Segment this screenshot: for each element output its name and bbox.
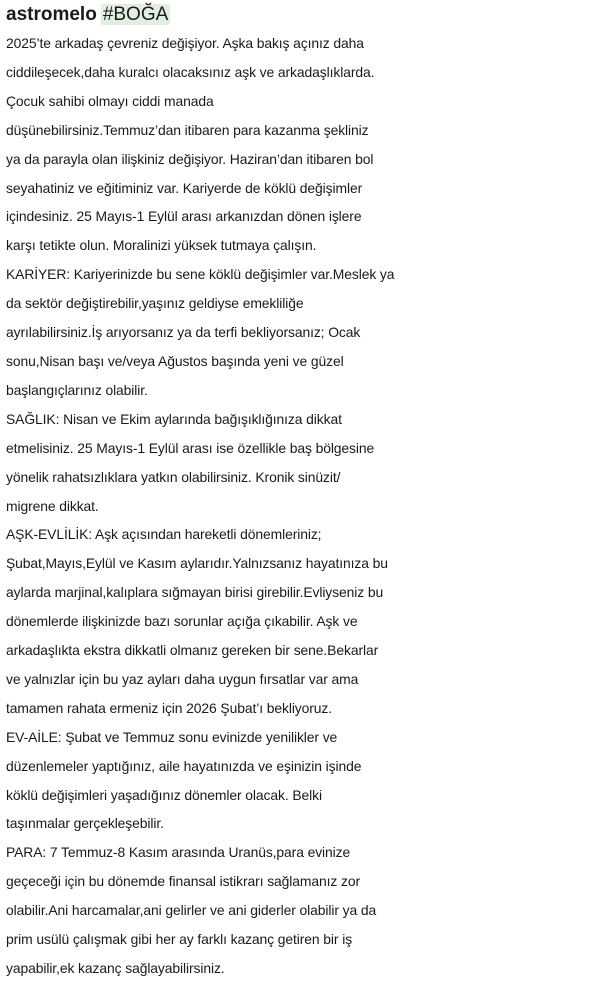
post-text-line: ya da parayla olan ilişkiniz değişiyor. Haziran’dan itibaren bol xyxy=(6,150,374,167)
post-text-line: düzenlemeler yaptığınız, aile hayatınızda ve eşinizin işinde xyxy=(6,757,362,774)
post-text-line: prim usülü çalışmak gibi her ay farklı kazanç getiren bir iş xyxy=(6,931,353,948)
post-text-line: içindesiniz. 25 Mayıs-1 Eylül arası arkanızdan dönen işlere xyxy=(6,208,362,225)
post-header xyxy=(6,0,600,29)
post-text-line: yapabilir,ek kazanç sağlayabilirsiniz. xyxy=(6,960,225,976)
post-text-line: aylarda marjinal,kalıplara sığmayan birisi girebilir.Evliyseniz bu xyxy=(6,584,384,601)
post-text-line: düşünebilirsiniz.Temmuz’dan itibaren para kazanma şekliniz xyxy=(6,121,369,138)
post-text-line: tamamen rahata ermeniz için 2026 Şubat’ı bekliyoruz. xyxy=(6,699,333,716)
post-text-line: da sektör değiştirebilir,yaşınız geldiyse emekliliğe xyxy=(6,295,304,312)
post-text-line: AŞK-EVLİLİK: Aşk açısından hareketli dönemleriniz; xyxy=(6,526,322,543)
post-text-line: ciddileşecek,daha kuralcı olacaksınız aşk ve arkadaşlıklarda. xyxy=(6,63,375,80)
post-text-line: Çocuk sahibi olmayı ciddi manada xyxy=(6,92,214,109)
post-text-line: başlangıçlarınız olabilir. xyxy=(6,381,148,398)
post-text-line: etmelisiniz. 25 Mayıs-1 Eylül arası ise özellikle baş bölgesine xyxy=(6,439,375,456)
post-text-line: taşınmalar gerçekleşebilir. xyxy=(6,815,164,832)
post-text-line: dönemlerde ilişkinizde bazı sorunlar açığa çıkabilir. Aşk ve xyxy=(6,613,358,630)
post-text-line: migrene dikkat. xyxy=(6,497,99,514)
username-link[interactable]: astromelo xyxy=(6,4,97,25)
post-text-line: geçeceği için bu dönemde finansal istikrarı sağlamanız zor xyxy=(6,873,361,890)
hashtag-link[interactable]: #BOĞA xyxy=(102,4,169,25)
post-text-line: seyahatiniz ve eğitiminiz var. Kariyerde de köklü değişimler xyxy=(6,179,363,196)
post-text-line: ayrılabilirsiniz.İş arıyorsanız ya da terfi bekliyorsanız; Ocak xyxy=(6,324,361,341)
post-text-line: KARİYER: Kariyerinizde bu sene köklü değişimler var.Meslek ya xyxy=(6,266,395,283)
post-text-line: SAĞLIK: Nisan ve Ekim aylarında bağışıklığınıza dikkat xyxy=(6,410,342,427)
post-text-line: Şubat,Mayıs,Eylül ve Kasım aylarıdır.Yalnızsanız hayatınıza bu xyxy=(6,555,388,572)
post-text-line: karşı tetikte olun. Moralinizi yüksek tutmaya çalışın. xyxy=(6,237,317,254)
post-body xyxy=(6,29,600,983)
post-text-line: 2025’te arkadaş çevreniz değişiyor. Aşka bakış açınız daha xyxy=(6,35,364,51)
post-text-line: yönelik rahatsızlıklara yatkın olabilirsiniz. Kronik sinüzit/ xyxy=(6,468,341,485)
post-text-line: PARA: 7 Temmuz-8 Kasım arasında Uranüs,para evinize xyxy=(6,844,351,861)
post xyxy=(6,0,600,983)
post-text-line: ve yalnızlar için bu yaz ayları daha uygun fırsatlar var ama xyxy=(6,670,359,687)
post-text-line: sonu,Nisan başı ve/veya Ağustos başında yeni ve güzel xyxy=(6,352,344,369)
post-text-line: EV-AİLE: Şubat ve Temmuz sonu evinizde yenilikler ve xyxy=(6,728,338,745)
post-text-line: köklü değişimleri yaşadığınız dönemler olacak. Belki xyxy=(6,786,322,803)
post-text-line: olabilir.Ani harcamalar,ani gelirler ve ani giderler olabilir ya da xyxy=(6,902,377,919)
post-text-line: arkadaşlıkta ekstra dikkatli olmanız gereken bir sene.Bekarlar xyxy=(6,642,379,659)
